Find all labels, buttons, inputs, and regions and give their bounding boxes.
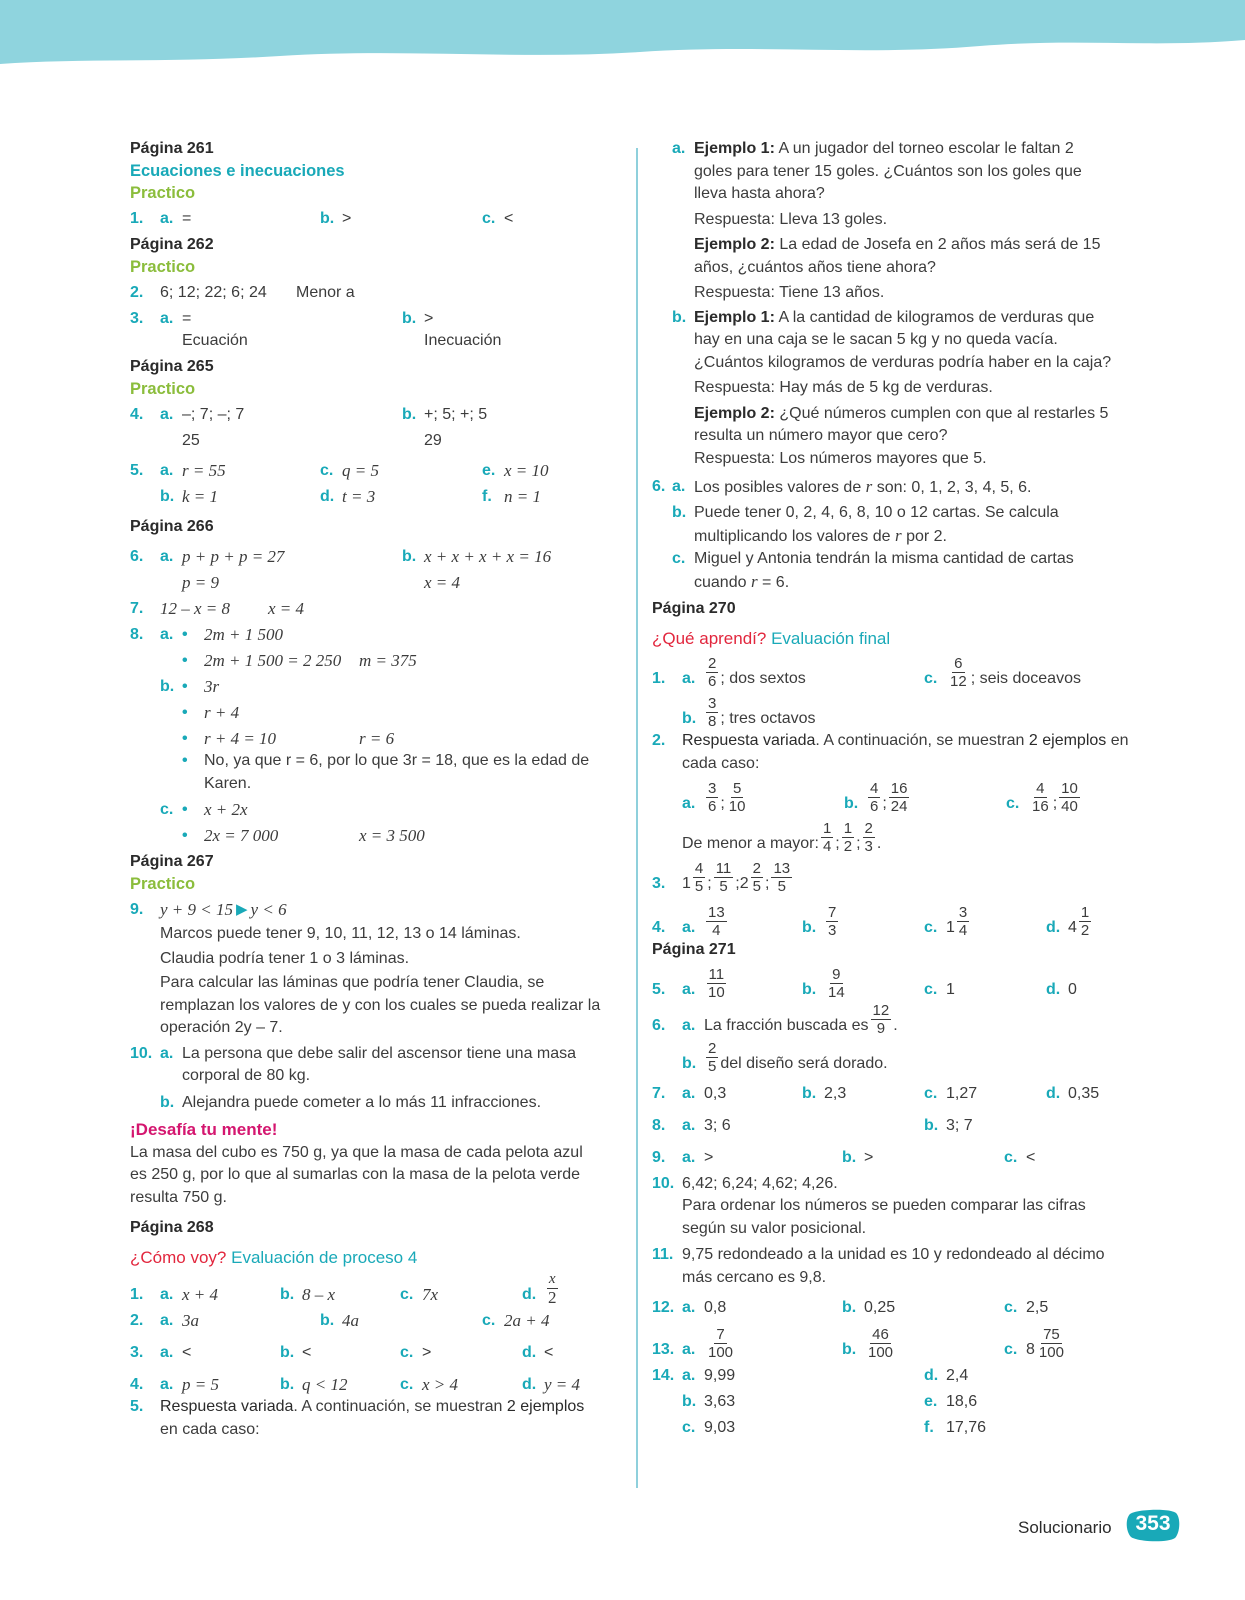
- answer-row: b. Ejemplo 1: A la cantidad de kilogramos de verduras que hay en una caja se le sacan 5 kg y no queda vacía. ¿Cuántos kilogramos de verduras podría haber en la caja?: [672, 308, 1112, 371]
- column-divider: [636, 148, 638, 1488]
- page-number-badge: [1126, 1508, 1180, 1542]
- answer-row: b. Puede tener 0, 2, 4, 6, 8, 10 o 12 cartas. Se calcula multiplicando los valores de r por 2.: [672, 504, 1059, 545]
- practico-heading: Practico: [130, 380, 196, 398]
- answer-row: 25 29: [182, 432, 442, 449]
- practico-heading: Practico: [130, 184, 196, 202]
- answer-row: • No, ya que r = 6, por lo que 3r = 18, que es la edad de Karen.: [182, 752, 590, 792]
- eval-heading: ¿Qué aprendí? Evaluación final: [652, 629, 891, 648]
- answer-row: 2. Respuesta variada. A continuación, se muestran 2 ejemplos en cada caso:: [652, 732, 1129, 772]
- answer-row: a. $\frac{3}{6}$ ; $\frac{5}{10}$ b. $\frac{4}{6}$ ; $\frac{16}{24}$ c. $\frac{4}{16}$ ; $\frac{10}{40}$: [682, 780, 1078, 815]
- answer-row: 4. a. p = 5 b. q < 12 c. x > 4 d. y = 4: [130, 1375, 581, 1394]
- answer-row: 10. a. La persona que debe salir del ascensor tiene una masa corporal de 80 kg.: [130, 1044, 577, 1084]
- answer-row: c. Miguel y Antonia tendrán la misma cantidad de cartas cuando r = 6.: [672, 550, 1074, 591]
- answer-row: • 2x = 7 000 x = 3 500: [182, 826, 425, 845]
- answer-row: 7. 12 – x = 8 x = 4: [130, 599, 305, 618]
- desafia-heading: ¡Desafía tu mente!: [130, 1119, 278, 1139]
- answer-row: b. $\frac{3}{8}$ ; tres octavos: [682, 695, 816, 730]
- answer-row: 8. a. • 2m + 1 500: [130, 625, 283, 644]
- section-heading: Ecuaciones e inecuaciones: [130, 162, 345, 180]
- page-heading: Página 267: [130, 853, 214, 870]
- answer-row: c. 9,03 f. 17,76: [682, 1419, 987, 1436]
- page-heading: Página 268: [130, 1219, 214, 1236]
- right-column: a. Ejemplo 1: A un jugador del torneo escolar le faltan 2 goles para tener 15 goles. ¿Cuántos son los goles que lleva hasta ahora? Respuesta: Lleva 13 goles. Ejemplo 2: La edad de Josefa en 2 años más será de 15 años, ¿cuántos años tiene ahora? Respuesta: Tiene 13 años. b. Ejemplo 1: A la cantidad de kilogramos de verduras que hay en una caja se le sacan 5 kg y no queda vacía. ¿Cuántos kilogramos de verduras podría haber en la caja? Respuesta: Hay más de 5 kg de verduras. Ejemplo 2: ¿Qué números cumplen con que al restarles 5 resulta un número mayor que cero? Respuesta: Los números mayores que 5. 6. a. Los posibles valores de r son: 0, 1, 2, 3, 4, 5, 6. b. Puede tener 0, 2, 4, 6, 8, 10 o 12 cartas. Se calcula multiplicando los valores de r por 2. c. Miguel y Antonia tendrán la misma cantidad de cartas cuando r = 6. Página 270 ¿Qué aprendí? Evaluación final 1. a. $\frac{2}{6}$ ; dos sextos c. $\frac{6}{12}$ ; seis doceavos b. $\frac{3}{8}$ ; tres octavos 2. Respuesta variada. A continuación, se muestran 2 ejemplos en cada caso: a. $\frac{3}{6}$ ; $\frac{5}{10}$ b. $\frac{4}{6}$ ; $\frac{16}{24}$ c. $\frac{4}{16}$ ; $\frac{10}{40}$ De menor a mayor: $\frac{1}{4}$ ; $\frac{1}{2}$ ; $\frac{2}{3}$ . 3. 1 $\frac{4}{5}$ ; $\frac{11}{5}$ ; 2 $\frac{2}{5}$ ; $\frac{13}{5}$ 4. a. $\frac{13}{4}$ b. $\frac{7}{3}$ c. 1 $\frac{3}{4}$ d. 4 $\frac{1}{2}$ Página 271 5. a. $\frac{11}{10}$ b. $\frac{9}{14}$ c. 1 d. 0 6. a. La fracción buscada es $\frac{12}{9}$ . b. $\frac{2}{5}$ del diseño será dorado. 7. a. 0,3 b. 2,3 c. 1,27 d. 0,35 8. a. 3; 6 b. 3; 7 9. a. > b. > c. < 10. 6,42; 6,24; 4,62; 4,26. Para ordenar los números se pueden comparar las cifras según su valor posicional. 11. 9,75 redondeado a la unidad es 10 y redondeado al décimo más cercano es 9,8. 12. a. 0,8 b. 0,25 c. 2,5 13. a. $\frac{7}{100}$ b. $\frac{46}{100}$ c. 8 $\frac{75}{100}$ 14. a. 9,99 d. 2,4 b. 3,63 e. 18,6 c. 9,03 f. 17,76: [652, 138, 1152, 1439]
- page-heading: Página 270: [652, 600, 736, 617]
- answer-row: 9. a. > b. > c. <: [652, 1149, 1036, 1166]
- answer-row: 6. a. La fracción buscada es $\frac{12}{9}$ .: [652, 1002, 898, 1037]
- answer-row: b. 3,63 e. 18,6: [682, 1393, 978, 1410]
- answer-row: 4. a. –; 7; –; 7 b. +; 5; +; 5: [130, 406, 488, 423]
- answer-row: 2. a. 3a b. 4a c. 2a + 4: [130, 1311, 550, 1330]
- answer-row: c. • x + 2x: [160, 800, 248, 819]
- arrow-right-icon: ▶: [236, 901, 248, 918]
- page-number: 353: [1135, 1512, 1171, 1535]
- answer-row: De menor a mayor: $\frac{1}{4}$ ; $\frac{1}{2}$ ; $\frac{2}{3}$ .: [682, 820, 882, 855]
- answer-row: b. Alejandra puede cometer a lo más 11 infracciones.: [160, 1093, 542, 1111]
- answer-row: • 2m + 1 500 = 2 250 m = 375: [182, 651, 417, 670]
- practico-heading: Practico: [130, 875, 196, 893]
- answer-row: 5. a. r = 55 c. q = 5 e. x = 10: [130, 461, 549, 480]
- answer-row: a. Ejemplo 1: A un jugador del torneo escolar le faltan 2 goles para tener 15 goles. ¿Cuántos son los goles que lleva hasta ahora?: [672, 140, 1082, 202]
- answer-row: 1. a. x + 4 b. 8 – x c. 7x d. $\frac{x}{2}$: [130, 1271, 557, 1307]
- answer-row: 6. a. p + p + p = 27 b. x + x + x + x = 16: [130, 547, 552, 566]
- answer-row: 14. a. 9,99 d. 2,4: [652, 1367, 969, 1384]
- answer-row: 3. a. = b. >: [130, 310, 434, 327]
- left-column: Página 261 Ecuaciones e inecuaciones Practico 1. a. = b. > c. < Página 262 Practico 2. 6; 12; 22; 6; 24 Menor a 3. a. = b. > Ecuación Inecuación Página 265 Practico 4. a. –; 7; –; 7 b. +; 5; +; 5 25 29 5. a. r = 55 c. q = 5 e. x = 10 b. k = 1 d. t = 3 f. n = 1 Página 266 6. a. p + p + p = 27 b. x + x + x + x = 16 p = 9 x = 4 7. 12 – x = 8 x = 4 8. a. • 2m + 1 500 • 2m + 1 500 = 2 250 m = 375 b. • 3r • r + 4 • r + 4 = 10 r = 6 • No, ya que r = 6, por lo que 3r = 18, que es la edad de Karen. c. • x + 2x • 2x = 7 000 x = 3 500 Página 267 Practico 9. y + 9 < 15 ▶ y < 6 Marcos puede tener 9, 10, 11, 12, 13 o 14 láminas. Claudia podría tener 1 o 3 láminas. Para calcular las láminas que podría tener Claudia, se remplazan los valores de y con los cuales se pueda realizar la operación 2y – 7. 10. a. La persona que debe salir del ascensor tiene una masa corporal de 80 kg. b. Alejandra puede cometer a lo más 11 infracciones. ¡Desafía tu mente! La masa del cubo es 750 g, ya que la masa de cada pelota azul es 250 g, por lo que al sumarlas con la masa de la pelota verde resulta 750 g. Página 268 ¿Cómo voy? Evaluación de proceso 4 1. a. x + 4 b. 8 – x c. 7x d. $\frac{x}{2}$ 2. a. 3a b. 4a c. 2a + 4 3. a. < b. < c. > d. < 4. a. p = 5 b. q < 12 c. x > 4 d. y = 4 5. Respuesta variada. A continuación, se muestran 2 ejemplos en cada caso:: [130, 138, 620, 1441]
- answer-row: 3. 1 $\frac{4}{5}$ ; $\frac{11}{5}$ ; 2 $\frac{2}{5}$ ; $\frac{13}{5}$: [652, 860, 791, 895]
- answer-row: 6. a. Los posibles valores de r son: 0, 1, 2, 3, 4, 5, 6.: [652, 477, 1032, 496]
- answer-row: 9. y + 9 < 15 ▶ y < 6: [130, 900, 287, 919]
- answer-row: 1. a. = b. > c. <: [130, 210, 514, 227]
- practico-heading: Practico: [130, 258, 196, 276]
- eval-heading: ¿Cómo voy? Evaluación de proceso 4: [130, 1248, 418, 1267]
- answer-row: 1. a. $\frac{2}{6}$ ; dos sextos c. $\frac{6}{12}$ ; seis doceavos: [652, 655, 1081, 690]
- answer-row: 11. 9,75 redondeado a la unidad es 10 y redondeado al décimo más cercano es 9,8.: [652, 1246, 1105, 1286]
- answer-row: 10. 6,42; 6,24; 4,62; 4,26.: [652, 1175, 838, 1192]
- answer-row: 5. a. $\frac{11}{10}$ b. $\frac{9}{14}$ c. 1 d. 0: [652, 966, 1077, 1001]
- answer-row: Ecuación Inecuación: [182, 332, 502, 349]
- answer-row: 7. a. 0,3 b. 2,3 c. 1,27 d. 0,35: [652, 1085, 1100, 1102]
- answer-row: 12. a. 0,8 b. 0,25 c. 2,5: [652, 1299, 1049, 1316]
- page-heading: Página 261: [130, 140, 214, 157]
- answer-row: b. $\frac{2}{5}$ del diseño será dorado.: [682, 1040, 888, 1075]
- answer-row: • r + 4 = 10 r = 6: [182, 729, 395, 748]
- answer-row: 2. 6; 12; 22; 6; 24 Menor a: [130, 284, 355, 301]
- answer-row: b. k = 1 d. t = 3 f. n = 1: [160, 487, 541, 506]
- answer-row: b. • 3r: [160, 677, 220, 696]
- answer-row: 13. a. $\frac{7}{100}$ b. $\frac{46}{100}$ c. 8 $\frac{75}{100}$: [652, 1326, 1064, 1361]
- answer-row: 3. a. < b. < c. > d. <: [130, 1344, 554, 1361]
- answer-row: • r + 4: [182, 703, 240, 722]
- answer-row: 5. Respuesta variada. A continuación, se muestran 2 ejemplos en cada caso:: [130, 1398, 585, 1438]
- page-heading: Página 266: [130, 518, 214, 535]
- page-heading: Página 265: [130, 358, 214, 375]
- page-heading: Página 271: [652, 941, 736, 958]
- answer-row: 8. a. 3; 6 b. 3; 7: [652, 1117, 973, 1134]
- header-band: [0, 0, 1245, 70]
- answer-row: p = 9 x = 4: [182, 573, 461, 592]
- footer-label: Solucionario: [1018, 1518, 1112, 1537]
- answer-row: 4. a. $\frac{13}{4}$ b. $\frac{7}{3}$ c. 1 $\frac{3}{4}$ d. 4 $\frac{1}{2}$: [652, 904, 1090, 939]
- page-heading: Página 262: [130, 236, 214, 253]
